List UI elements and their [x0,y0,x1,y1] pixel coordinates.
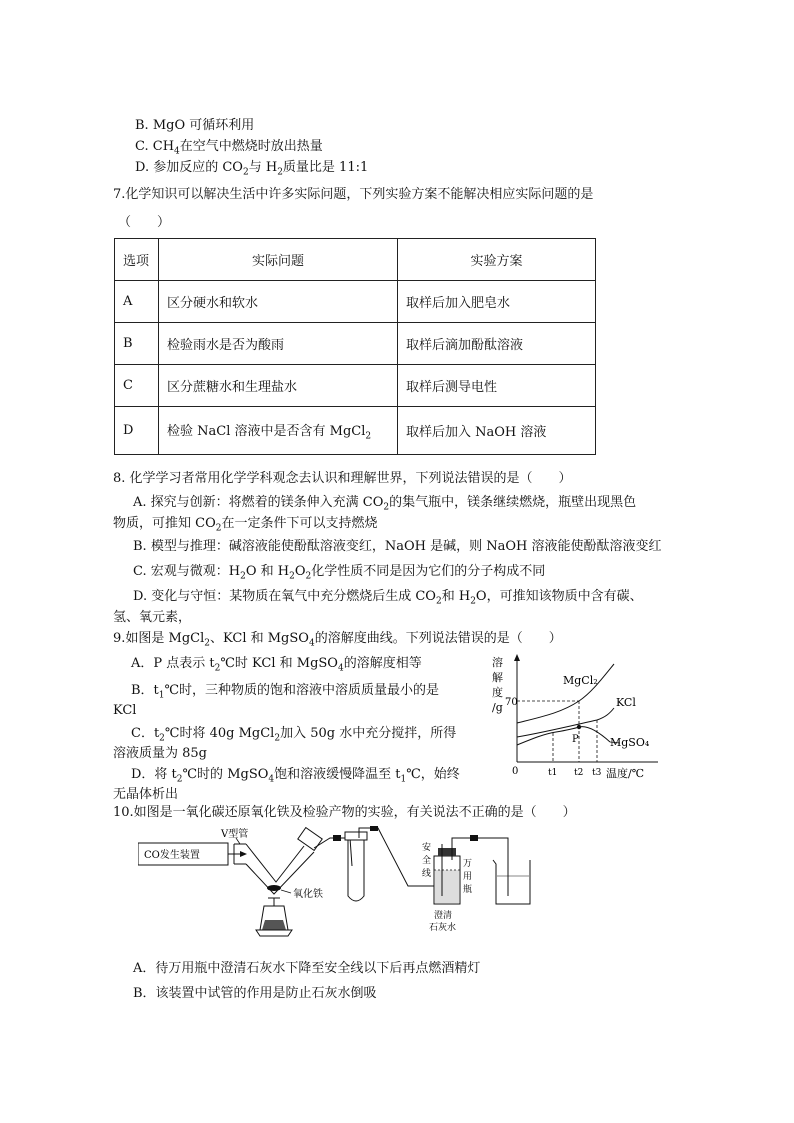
point-p-label: P [572,734,579,745]
y-tick-70: 70 [505,697,518,708]
q7-stem: 7.化学知识可以解决生活中许多实际问题，下列实验方案不能解决相应实际问题的是 [113,187,594,202]
row-problem: 检验雨水是否为酸雨 [159,323,398,365]
table-row [115,407,596,455]
q10-option-b: B．该装置中试管的作用是防止石灰水倒吸 [133,986,377,1001]
point-p [577,725,581,729]
vtube-stopper [298,828,322,851]
header-option: 选项 [115,239,159,281]
test-tube-stopper [345,832,367,840]
limewater-label: 石灰水 [429,923,457,933]
row-plan: 取样后加入肥皂水 [398,281,596,323]
bottle-stopper [438,848,456,856]
curve-mgcl2 [517,664,614,723]
x-axis-label: 温度/℃ [606,767,645,780]
bottle-char: 万 [463,859,473,869]
row-problem: 区分蔗糖水和生理盐水 [159,365,398,407]
ylabel-char: 度 [492,686,503,699]
row-problem: 检验 NaCl 溶液中是否含有 MgCl$_2$ [159,407,398,455]
safety-char: 全 [422,856,432,866]
q6-option-d: D. 参加反应的 $CO_2$与 $H_2$质量比是 11:1 [135,160,369,178]
bottle-char: 用 [463,872,473,882]
safety-char: 线 [422,869,432,879]
q8-option-d-line2: 氢、氧元素， [113,610,192,625]
row-option: C [115,365,159,407]
y-axis-arrow [514,654,520,661]
vtube-label: V型管 [221,829,249,840]
lamp-fuel [262,920,286,930]
legend-mgcl2: MgCl₂ [563,674,598,687]
q6-option-c: C. $CH_4$在空气中燃烧时放出热量 [135,139,323,157]
bottle-char: 瓶 [463,885,473,895]
curve-mgso4 [517,727,610,745]
row-plan: 取样后加入 NaOH 溶液 [398,407,596,455]
row-option: D [115,407,159,455]
limewater-label: 澄清 [434,911,453,921]
q7-table [114,238,596,455]
row-option: A [115,281,159,323]
q8-option-a-line1: A. 探究与创新：将燃着的镁条伸入充满 $CO_2$的集气瓶中，镁条继续燃烧，瓶壁出现黑色 [133,495,637,513]
header-plan: 实验方案 [398,239,596,281]
co-arrow-head [240,851,247,857]
x-tick-t3: t3 [592,768,602,778]
ylabel-char: 溶 [492,656,503,669]
iron-oxide [267,885,281,891]
q10-option-a: A．待万用瓶中澄清石灰水下降至安全线以下后再点燃酒精灯 [133,961,481,976]
co-generator-label: CO发生装置 [144,850,200,861]
q9-option-c-line2: 溶液质量为 85g [113,746,207,761]
solubility-chart [486,650,666,782]
row-plan: 取样后测导电性 [398,365,596,407]
q9-option-b-line2: KCl [113,703,137,718]
lamp-stand [256,930,292,936]
ylabel-char: 解 [492,671,503,684]
curve-kcl [517,708,614,737]
q9-option-b-line1: B．$t_1℃$时，三种物质的饱和溶液中溶质质量最小的是 [131,683,440,701]
x-tick-t1: t1 [548,768,558,778]
origin-label: 0 [512,766,519,777]
limewater-fill [435,870,459,903]
row-problem: 区分硬水和软水 [159,281,398,323]
q8-option-a-line2: 物质，可推知 $CO_2$在一定条件下可以支持燃烧 [113,516,378,534]
q9-option-a: A．P 点表示 $t_2℃$时 KCl 和 MgSO$_4$的溶解度相等 [131,656,422,674]
table-row [115,323,596,365]
table-row [115,365,596,407]
q9-stem: 9.如图是 MgCl$_2$、KCl 和 MgSO$_4$的溶解度曲线。下列说法错误的是（ ） [113,631,562,649]
pipe-joint-1 [333,835,341,841]
x-tick-t2: t2 [574,768,584,778]
q10-stem: 10.如图是一氧化碳还原氧化铁及检验产物的实验，有关说法不正确的是（ ） [113,805,576,820]
q8-option-c: C. 宏观与微观：$H_2O$ 和 $H_2O_2$化学性质不同是因为它们的分子构成不同 [133,564,546,582]
q6-option-b: B. MgO 可循环利用 [135,118,255,133]
pipe-joint-3 [470,835,478,841]
co-apparatus-diagram [138,826,538,942]
row-option: B [115,323,159,365]
row-plan: 取样后滴加酚酞溶液 [398,323,596,365]
legend-kcl: KCl [616,696,636,709]
header-problem: 实际问题 [159,239,398,281]
q9-option-d-line2: 无晶体析出 [113,787,179,802]
table-row [115,281,596,323]
safety-char: 安 [422,843,432,853]
q7-bracket: （ ） [118,215,171,230]
q8-option-d-line1: D. 变化与守恒：某物质在氧气中充分燃烧后生成 $CO_2$和 $H_2O$，可推知该物质中含有碳、 [133,589,643,607]
iron-oxide-label: 氧化铁 [293,889,323,900]
ylabel-char: /g [492,701,503,714]
q9-option-c-line1: C．$t_2℃$时将 40g MgCl$_2$加入 50g 水中充分搅拌，所得 [131,726,457,744]
q8-option-b: B. 模型与推理：碱溶液能使酚酞溶液变红，NaOH 是碱，则 NaOH 溶液能使酚酞溶液变红 [133,539,662,554]
q9-option-d-line1: D．将 $t_2℃$时的 MgSO$_4$饱和溶液缓慢降温至 $t_1℃$，始终 [131,767,460,785]
legend-mgso4: MgSO₄ [610,736,650,749]
q8-stem: 8. 化学学习者常用化学学科观念去认识和理解世界，下列说法错误的是（ ） [113,471,572,486]
table-header-row [115,239,596,281]
beaker [493,860,530,904]
pipe-joint-2 [370,826,378,831]
